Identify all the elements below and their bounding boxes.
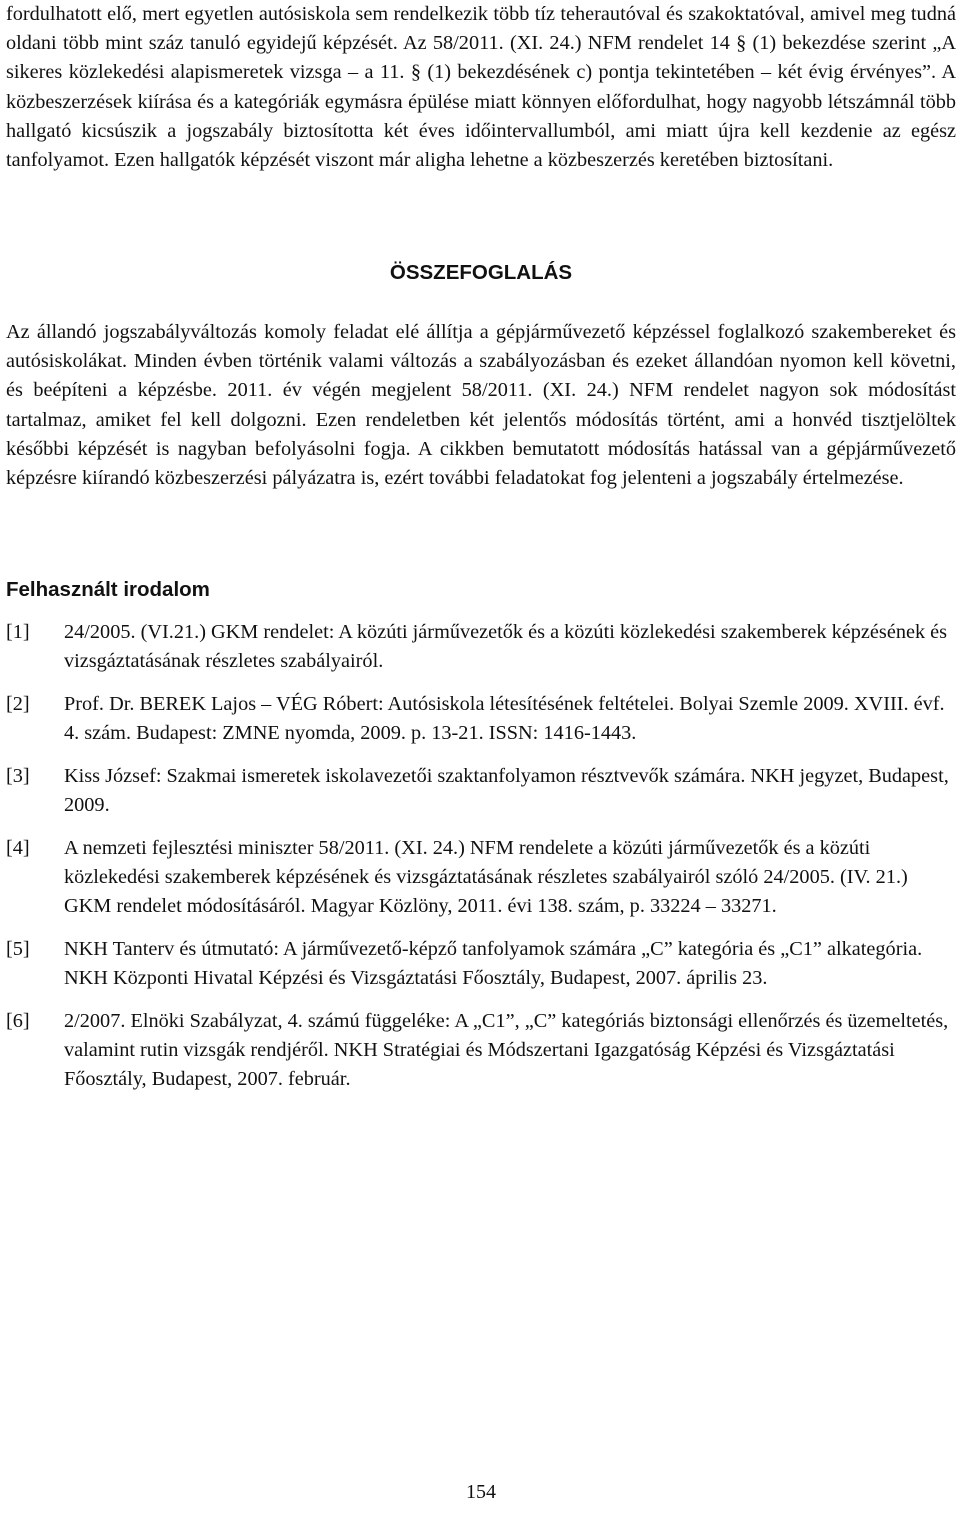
summary-sentence: Ezen rendeletben két jelentős módosítás történt, ami a honvéd tisztjelöltek későbbi képzését is nagyban befolyásolni fogja. (6, 408, 956, 460)
intro-sentence: A közbeszerzések kiírása és a kategóriák egymásra épülése miatt könnyen előfordulhat, hogy nagyobb létszámnál több hallgató kicsúszik a jogszabály biztosította két éves időintervallumból, ami miatt újra kell kezdenie az egész tanfolyamot. (6, 61, 956, 172)
summary-heading: ÖSSZEFOGLALÁS (389, 261, 573, 284)
intro-sentence: fordulhatott elő, mert egyetlen autósiskola sem rendelkezik több tíz teherautóval és szakoktatóval, amivel meg tudná oldani több mint száz tanuló egyidejű képzését. (6, 3, 956, 55)
page-number: 154 (466, 1481, 496, 1503)
summary-sentence: A cikkben bemutatott módosítás hatással van a gépjárművezető képzésre kiírandó közbeszerzési pályázatra is, ezért további feladatokat fog jelenteni a jogszabály értelmezése. (6, 437, 956, 490)
document-page (6, 0, 956, 1517)
reference-item (6, 762, 956, 820)
reference-number: [1] (6, 621, 30, 643)
reference-item (6, 690, 956, 748)
summary-paragraph (6, 318, 956, 493)
reference-text: Kiss József: Szakmai ismeretek iskolavezetői szaktanfolyamon résztvevők számára. NKH jegyzet, Budapest, 2009. (64, 764, 949, 817)
reference-number: [2] (6, 692, 30, 715)
references-heading: Felhasznált irodalom (6, 578, 210, 601)
reference-text: A nemzeti fejlesztési miniszter 58/2011. (XI. 24.) NFM rendelete a közúti járművezetők és a közúti közlekedési szakemberek képzésének és vizsgáztatásának részletes szabályairól szóló 24/2005. (IV. 21.) GKM rendelet módosításáról. Magyar Közlöny, 2011. évi 138. szám, p. 33224 – 33271. (64, 836, 908, 918)
intro-sentence: Az 58/2011. (XI. 24.) NFM rendelet 14 § (1) bekezdése szerint „A sikeres közlekedési alapismeretek vizsga – a 11. § (1) bekezdésének c) pontja tekintetében – két évig érvényes”. (6, 32, 956, 84)
reference-list (6, 618, 956, 1108)
summary-sentence: Az állandó jogszabályváltozás komoly feladat elé állítja a gépjárművezető képzéssel foglalkozó szakembereket és autósiskolákat. (6, 321, 956, 373)
intro-sentence: Ezen hallgatók képzését viszont már aligha lehetne a közbeszerzés keretében biztosítani. (109, 149, 834, 172)
reference-number: [5] (6, 937, 30, 960)
summary-sentence: Minden évben történik valami változás a szabályozásban és ezeket állandóan nyomon kell követni, és beépíteni a képzésbe. (6, 350, 956, 402)
reference-item (6, 834, 956, 922)
reference-text: 2/2007. Elnöki Szabályzat, 4. számú függeléke: A „C1”, „C” kategóriás biztonsági ellenőrzés és üzemeltetés, valamint rutin vizsgák rendjéről. NKH Stratégiai és Módszertani Igazgatóság Képzési és Vizsgáztatási Főosztály, Budapest, 2007. február. (64, 1009, 949, 1091)
reference-item (6, 935, 956, 993)
reference-number: [6] (6, 1009, 30, 1032)
reference-text: NKH Tanterv és útmutató: A járművezető-képző tanfolyamok számára „C” kategória és „C1” alkategória. NKH Központi Hivatal Képzési és Vizsgáztatási Főosztály, Budapest, 2007. április 23. (64, 937, 923, 990)
intro-paragraph (6, 0, 956, 175)
reference-item (6, 618, 956, 676)
summary-sentence: 2011. év végén megjelent 58/2011. (XI. 24.) NFM rendelet nagyon sok módosítást tartalmaz, amiket fel kell dolgozni. (6, 379, 956, 431)
reference-item (6, 1007, 956, 1095)
reference-number: [4] (6, 836, 30, 859)
reference-text: 24/2005. (VI.21.) GKM rendelet: A közúti járművezetők és a közúti közlekedési szakemberek képzésének és vizsgáztatásának részletes szabályairól. (64, 621, 948, 673)
reference-number: [3] (6, 764, 30, 787)
reference-text: Prof. Dr. BEREK Lajos – VÉG Róbert: Autósiskola létesítésének feltételei. Bolyai Szemle 2009. XVIII. évf. 4. szám. Budapest: ZMNE nyomda, 2009. p. 13-21. ISSN: 1416-1443. (64, 692, 945, 745)
